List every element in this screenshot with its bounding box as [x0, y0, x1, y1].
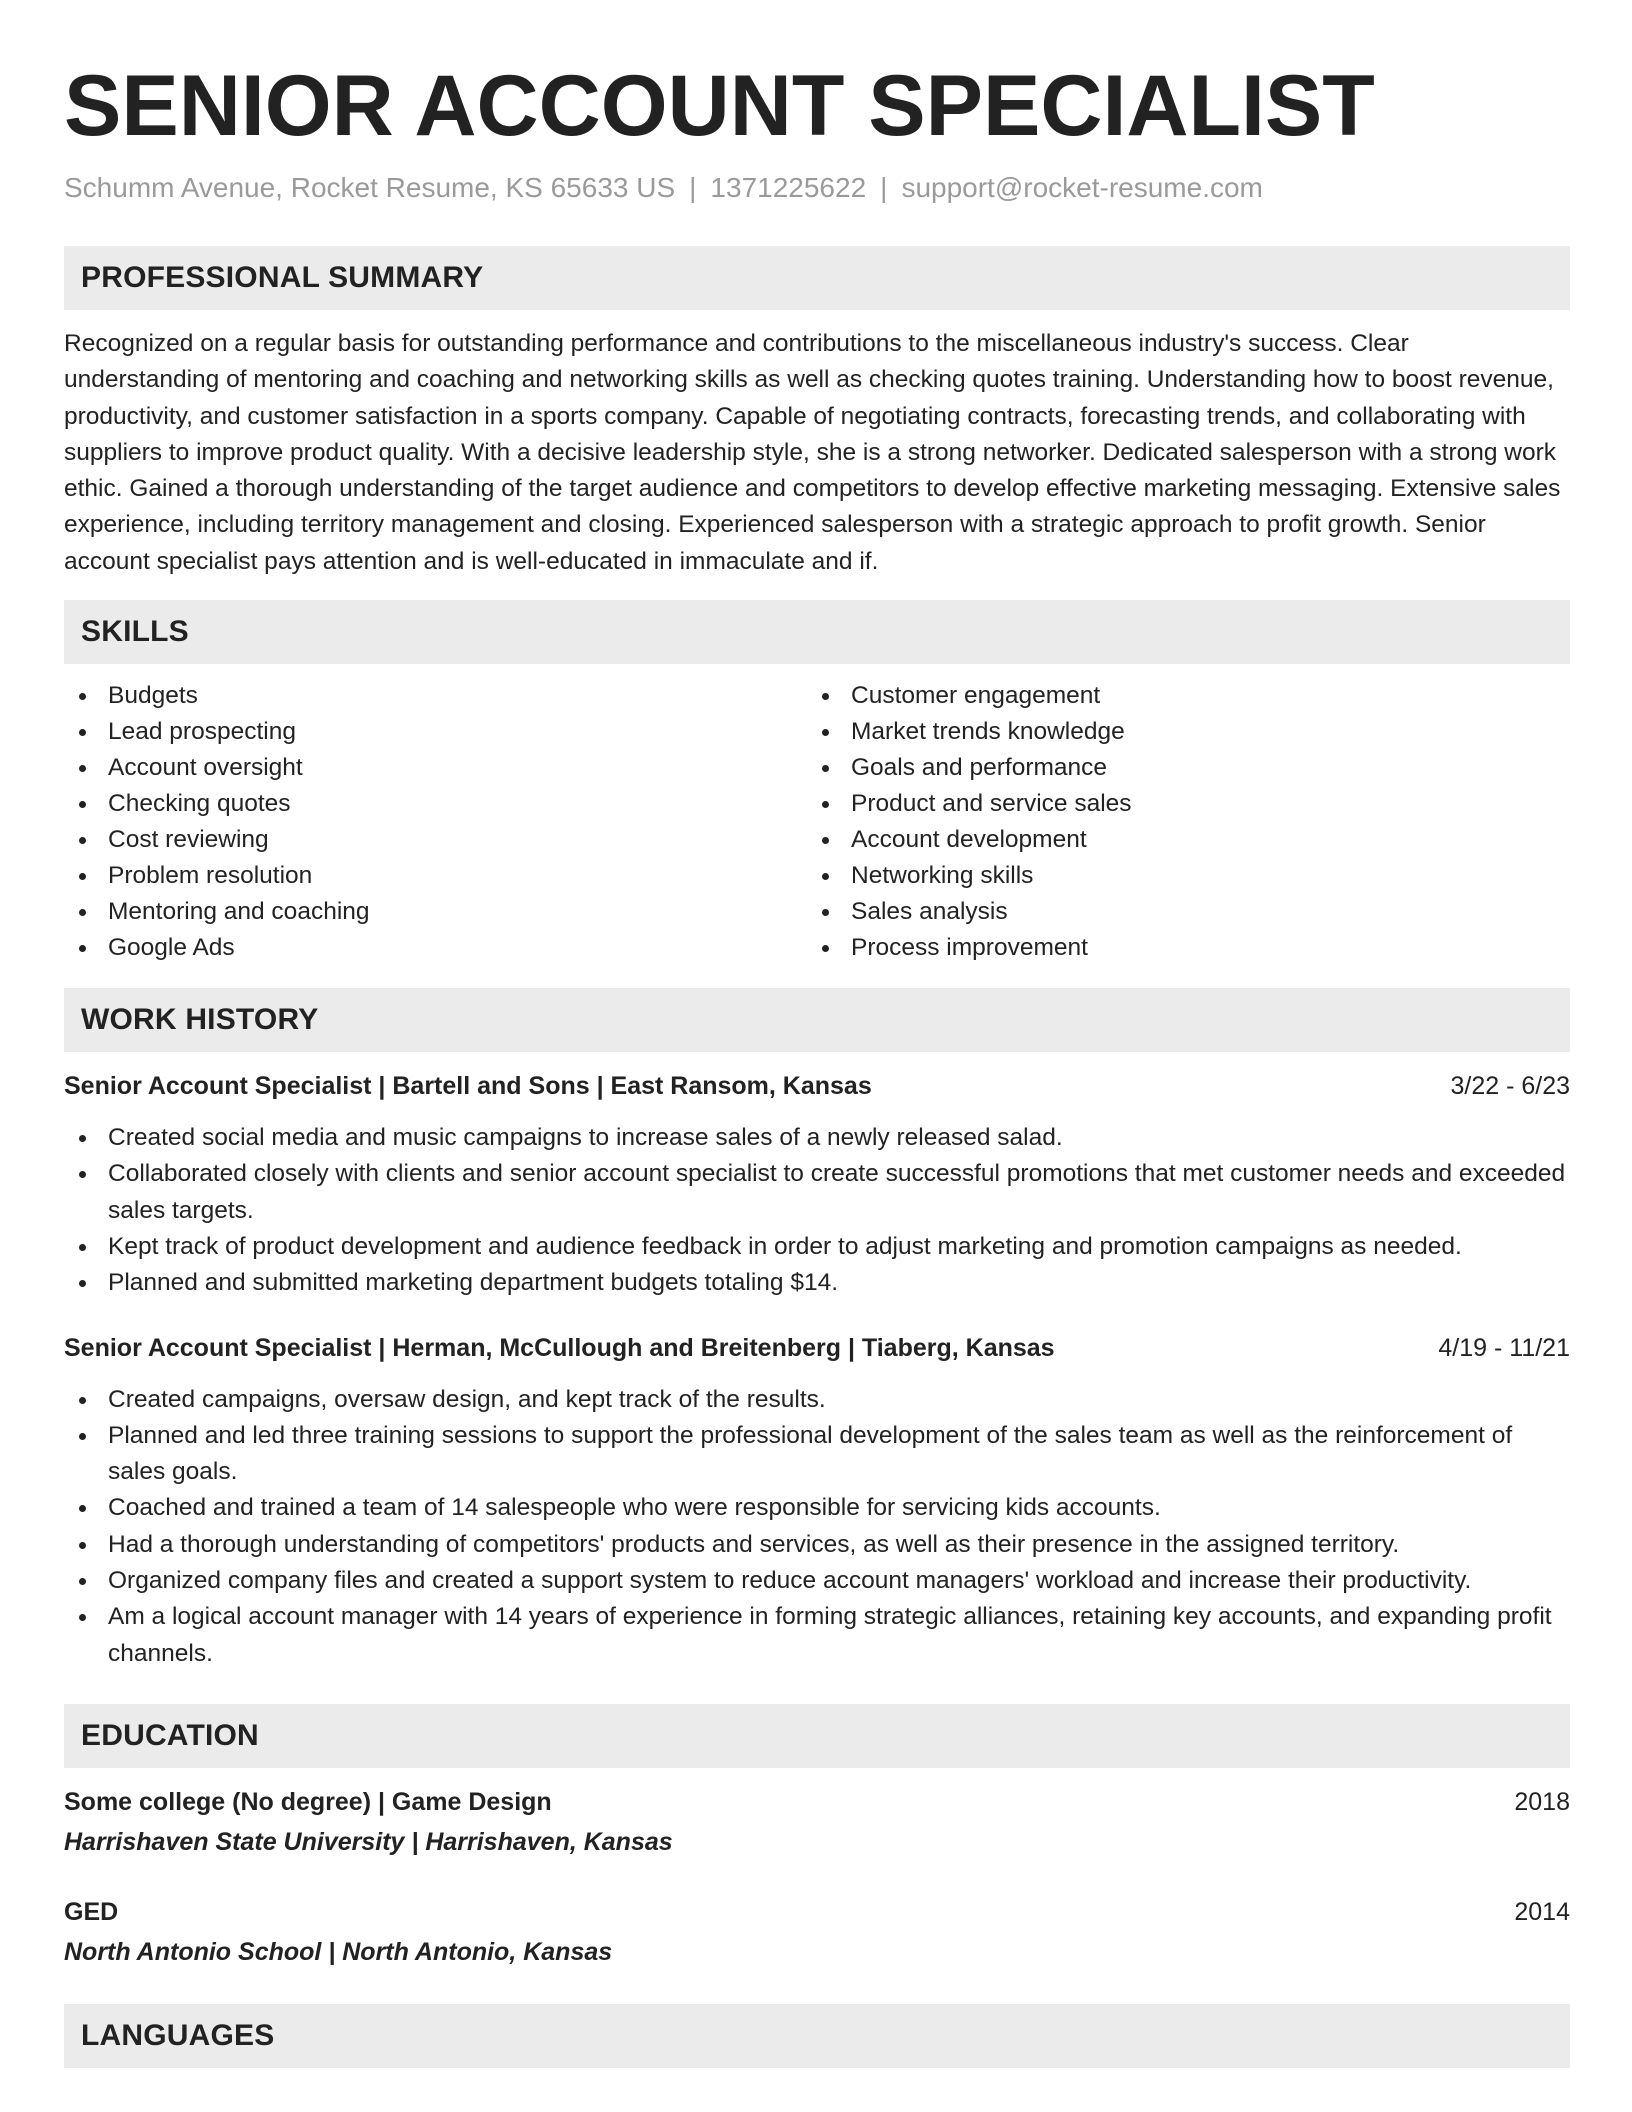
- job-bullet: Had a thorough understanding of competitors' products and services, as well as their presence in the assigned territory.: [64, 1527, 1570, 1563]
- education-year: 2014: [1514, 1897, 1570, 1926]
- education-school: Harrishaven State University | Harrishaven, Kansas: [64, 1827, 673, 1856]
- skill-item: Customer engagement: [807, 678, 1550, 714]
- job-entry: [64, 1068, 1570, 1301]
- job-header: [64, 1330, 1570, 1366]
- work-history-section-header: WORK HISTORY: [64, 988, 1570, 1052]
- education-entry: [64, 1894, 1570, 1970]
- skill-item: Networking skills: [807, 858, 1550, 894]
- summary-section-header: PROFESSIONAL SUMMARY: [64, 246, 1570, 310]
- job-bullet: Kept track of product development and audience feedback in order to adjust marketing and promotion campaigns as needed.: [64, 1229, 1570, 1265]
- contact-address: Schumm Avenue, Rocket Resume, KS 65633 US: [64, 172, 676, 203]
- job-bullet: Collaborated closely with clients and senior account specialist to create successful promotions that met customer needs and exceeded sales targets.: [64, 1156, 1570, 1229]
- education-degree: GED: [64, 1897, 119, 1926]
- skill-item: Budgets: [64, 678, 807, 714]
- skill-item: Market trends knowledge: [807, 714, 1550, 750]
- skills-list-right: [807, 678, 1550, 966]
- skill-item: Sales analysis: [807, 894, 1550, 930]
- education-school: North Antonio School | North Antonio, Kansas: [64, 1937, 613, 1966]
- job-bullet: Planned and led three training sessions to support the professional development of the sales team as well as the reinforcement of sales goals.: [64, 1418, 1570, 1491]
- job-bullet: Created campaigns, oversaw design, and kept track of the results.: [64, 1382, 1570, 1418]
- education-header: [64, 1894, 1570, 1930]
- contact-separator: |: [880, 172, 888, 203]
- job-title: Senior Account Specialist | Bartell and Sons | East Ransom, Kansas: [64, 1072, 872, 1101]
- skill-item: Account development: [807, 822, 1550, 858]
- job-bullet: Organized company files and created a support system to reduce account managers' workload and increase their productivity.: [64, 1563, 1570, 1599]
- contact-line: [64, 170, 1570, 206]
- skill-item: Google Ads: [64, 930, 807, 966]
- candidate-name: SENIOR ACCOUNT SPECIALIST: [64, 58, 1375, 154]
- skills-grid: [64, 678, 1570, 966]
- skill-item: Mentoring and coaching: [64, 894, 807, 930]
- resume-page: [64, 0, 1570, 2068]
- contact-separator: |: [689, 172, 697, 203]
- job-bullet: Created social media and music campaigns to increase sales of a newly released salad.: [64, 1120, 1570, 1156]
- job-entry: [64, 1330, 1570, 1672]
- skills-list-left: [64, 678, 807, 966]
- job-bullet: Am a logical account manager with 14 years of experience in forming strategic alliances, retaining key accounts, and expanding profit channels.: [64, 1599, 1570, 1672]
- skills-section-header: SKILLS: [64, 600, 1570, 664]
- job-title: Senior Account Specialist | Herman, McCullough and Breitenberg | Tiaberg, Kansas: [64, 1333, 1055, 1362]
- summary-text: Recognized on a regular basis for outstanding performance and contributions to the miscellaneous industry's success. Clear understanding of mentoring and coaching and networking skills as well as checking quotes training. Understanding how to boost revenue, productivity, and customer satisfaction in a sports company. Capable of negotiating contracts, forecasting trends, and collaborating with suppliers to improve product quality. With a decisive leadership style, she is a strong networker. Dedicated salesperson with a strong work ethic. Gained a thorough understanding of the target audience and competitors to develop effective marketing messaging. Extensive sales experience, including territory management and closing. Experienced salesperson with a strategic approach to profit growth. Senior account specialist pays attention and is well-educated in immaculate and if.: [64, 330, 1561, 575]
- skill-item: Checking quotes: [64, 786, 807, 822]
- education-header: [64, 1784, 1570, 1820]
- languages-section-header: LANGUAGES: [64, 2004, 1570, 2068]
- job-dates: 4/19 - 11/21: [1438, 1333, 1570, 1362]
- skill-item: Lead prospecting: [64, 714, 807, 750]
- job-bullets: [64, 1120, 1570, 1301]
- skill-item: Account oversight: [64, 750, 807, 786]
- education-degree: Some college (No degree) | Game Design: [64, 1787, 552, 1816]
- skill-item: Goals and performance: [807, 750, 1550, 786]
- contact-phone: 1371225622: [710, 172, 867, 203]
- job-bullets: [64, 1382, 1570, 1672]
- education-section-header: EDUCATION: [64, 1704, 1570, 1768]
- job-dates: 3/22 - 6/23: [1450, 1072, 1570, 1101]
- job-bullet: Planned and submitted marketing department budgets totaling $14.: [64, 1265, 1570, 1301]
- job-bullet: Coached and trained a team of 14 salespeople who were responsible for servicing kids accounts.: [64, 1490, 1570, 1526]
- skill-item: Product and service sales: [807, 786, 1550, 822]
- job-header: [64, 1068, 1570, 1104]
- contact-email: support@rocket-resume.com: [901, 172, 1263, 203]
- education-year: 2018: [1514, 1787, 1570, 1816]
- skill-item: Cost reviewing: [64, 822, 807, 858]
- skill-item: Problem resolution: [64, 858, 807, 894]
- education-entry: [64, 1784, 1570, 1860]
- skill-item: Process improvement: [807, 930, 1550, 966]
